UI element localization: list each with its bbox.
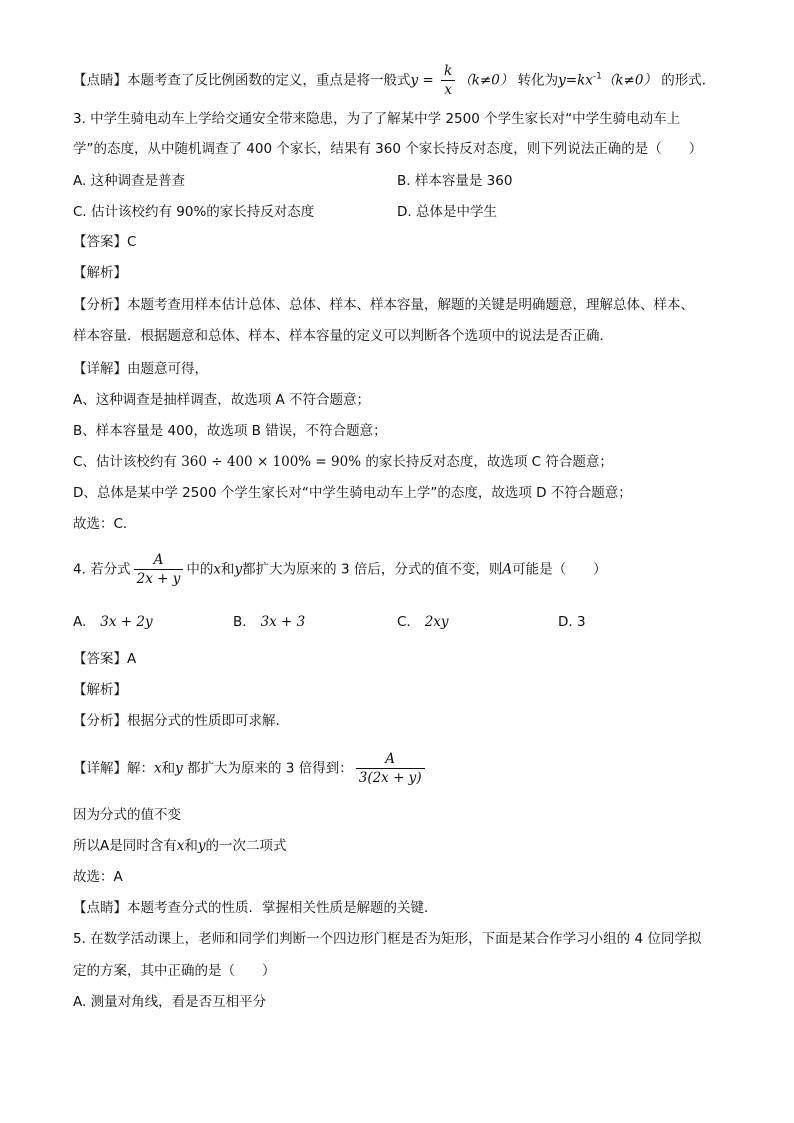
q5-stem-1: 5. 在数学活动课上，老师和同学们判断一个四边形门框是否为矩形，下面是某合作学习小组的 4 位同学拟 [73,931,702,947]
text: C、估计该校约有 [73,454,182,470]
option-math: 3x + 3 [260,614,306,630]
text: 由题意可得， [127,361,208,377]
math-expr: 360 ÷ 400 × 100% = 90% [181,454,362,470]
q3-conclusion: 故选：C． [73,516,137,532]
tag-answer: 【答案】 [73,651,127,667]
q5-option-a: A. 测量对角线，看是否互相平分 [73,994,267,1010]
q4-analysis [73,712,289,730]
frac-den: x [444,82,452,98]
q3-detail [73,360,208,378]
math-y: y [234,561,243,578]
text: 的家长持反对态度，故选项 C 符合题意； [361,454,613,470]
q3-detail-b: B、样本容量是 400，故选项 B 错误，不符合题意； [73,423,387,439]
q4-stem [73,551,607,588]
q4-jiexi: 【解析】 [73,682,127,698]
text: 都扩大为原来的 3 倍得到： [182,760,353,777]
q3-stem-2: 学”的态度，从中随机调查了 400 个家长，结果有 360 个家长持反对态度，则下列说法正确的是（ ） [73,141,703,157]
q3-detail-c [73,453,613,471]
frac-num: A [134,551,184,570]
q3-detail-a: A、这种调查是抽样调查，故选项 A 不符合题意； [73,392,371,408]
text: 和 [184,838,198,854]
q5-stem-2: 定的方案，其中正确的是（ ） [73,963,276,979]
tag-detail: 【详解】 [73,361,127,377]
q3-option-c: C. 估计该校约有 90%的家长持反对态度 [73,204,315,220]
text: 中的 [186,561,214,578]
math-x: x [154,760,162,777]
math-eq: = [418,72,439,89]
answer-value: C [127,234,137,250]
q4-option-d: D. 3 [558,614,586,630]
text: 4. 若分式 [73,561,131,578]
q3-answer [73,233,136,251]
q3-stem-1: 3. 中学生骑电动车上学给交通安全带来隐患，为了了解某中学 2500 个学生家长对“中学生骑电动车上 [73,111,681,127]
text: 和 [161,760,176,777]
q3-detail-d: D、总体是某中学 2500 个学生家长对“中学生骑电动车上学”的态度，故选项 D 不符合题意； [73,485,632,501]
option-math: 3x + 2y [100,614,153,630]
option-label: C. [397,614,411,630]
frac-num: A [356,750,425,769]
q4-conclusion: 故选：A [73,869,123,885]
text: 解： [127,760,154,777]
frac-den: 2x + y [136,571,181,587]
text: 都扩大为原来的 3 倍后，分式的值不变，则 [242,561,503,578]
tag-analysis: 【分析】 [73,297,127,313]
tag-analysis: 【分析】 [73,713,127,729]
text: 的形式． [656,72,716,89]
fraction-a-over-2x-y [134,551,184,588]
q4-dianjing [73,899,438,917]
q3-jiexi: 【解析】 [73,265,127,281]
text: 转化为 [513,72,559,89]
math-cond: （k≠0） [458,72,514,89]
q3-analysis-2: 样本容量．根据题意和总体、样本、样本容量的定义可以判断各个选项中的说法是否正确． [73,328,613,344]
answer-value: A [127,651,137,667]
option-label: B. [233,614,247,630]
math-y: y [410,72,419,89]
fraction-a-over-3-2x-y [356,750,425,787]
q4-option-c [397,613,449,631]
tag-dianjing: 【点睛】 [73,72,127,89]
q3-option-b: B. 样本容量是 360 [397,173,513,189]
text: 根据分式的性质即可求解． [127,713,289,729]
summary-line-q2 [73,62,715,99]
math-sup: -1 [592,71,602,82]
text: 本题考查分式的性质．掌握相关性质是解题的关键． [127,900,438,916]
text: 本题考查用样本估计总体、总体、样本、样本容量，解题的关键是明确题意，理解总体、样本、 [127,297,694,313]
tag-detail: 【详解】 [73,760,127,777]
tag-answer: 【答案】 [73,234,127,250]
tag-dianjing: 【点睛】 [73,900,127,916]
option-math: 2xy [424,614,449,630]
q4-line-1: 因为分式的值不变 [73,807,181,823]
math-y: y [175,760,183,777]
math-expr: y=kx [558,72,593,89]
math-x: x [176,838,185,854]
math-x: x [213,561,222,578]
q3-analysis-1 [73,296,694,314]
q4-answer [73,650,136,668]
math-y: y [197,838,206,854]
text: 所以A是同时含有 [73,838,177,854]
q4-line-2 [73,837,287,855]
frac-num: k [441,62,455,81]
q4-option-b [233,613,305,631]
text: 和 [221,561,235,578]
q4-option-a [73,613,153,631]
text: 的一次二项式 [205,838,287,854]
frac-den: 3(2x + y) [358,770,422,786]
q3-option-d: D. 总体是中学生 [397,204,497,220]
text: 可能是（ ） [512,561,607,578]
q3-option-a: A. 这种调查是普查 [73,173,186,189]
q4-detail [73,750,428,787]
text: 本题考查了反比例函数的定义，重点是将一般式 [127,72,411,89]
fraction-k-over-x [441,62,455,99]
math-A: A [502,561,513,578]
math-cond: （k≠0） [601,72,657,89]
option-label: A. [73,614,87,630]
